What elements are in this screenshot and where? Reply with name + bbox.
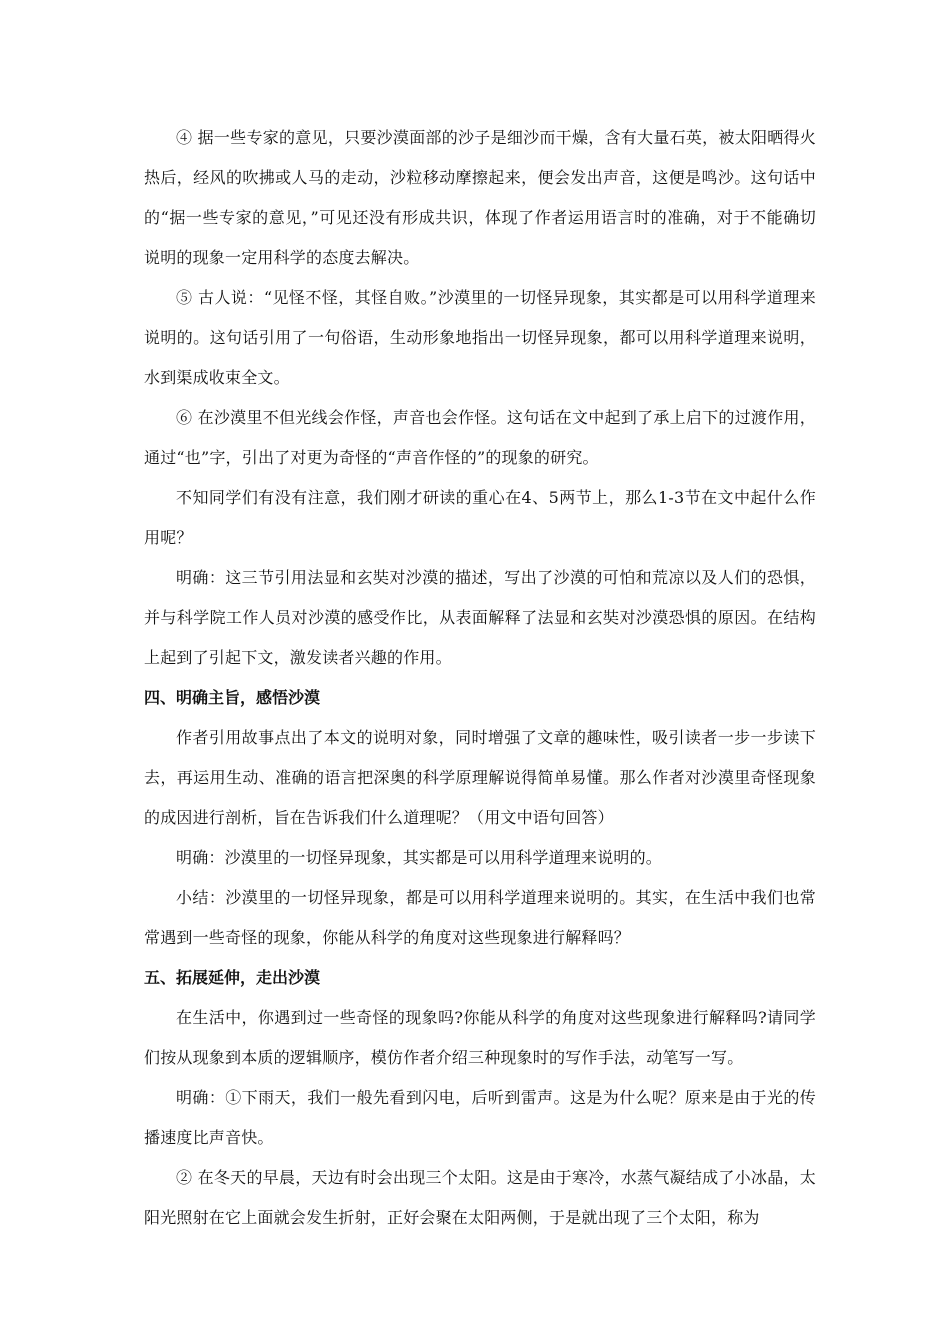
section-heading-four: 四、明确主旨，感悟沙漠 [144,688,321,707]
paragraph-item-5-analysis: ⑤ 古人说：“见怪不怪，其怪自败。”沙漠里的一切怪异现象，其实都是可以用科学道理来说明的。这句话引用了一句俗语，生动形象地指出一切怪异现象，都可以用科学道理来说明，水到渠成收束全文。 [144,288,816,387]
paragraph-question: 不知同学们有没有注意，我们刚才研读的重心在4、5两节上，那么1-3节在文中起什么作用呢？ [144,488,816,547]
paragraph-item-4-analysis: ④ 据一些专家的意见，只要沙漠面部的沙子是细沙而干燥，含有大量石英，被太阳晒得火热后，经风的吹拂或人马的走动，沙粒移动摩擦起来，便会发出声音，这便是鸣沙。这句话中的“据一些专家的意见，”可见还没有形成共识，体现了作者运用语言时的准确，对于不能确切说明的现象一定用科学的态度去解决。 [144,128,816,267]
paragraph-example-1: 明确：①下雨天，我们一般先看到闪电，后听到雷声。这是为什么呢？原来是由于光的传播速度比声音快。 [144,1088,816,1147]
section-heading-five: 五、拓展延伸，走出沙漠 [144,968,321,987]
paragraph-example-2: ② 在冬天的早晨，天边有时会出现三个太阳。这是由于寒冷，水蒸气凝结成了小冰晶，太阳光照射在它上面就会发生折射，正好会聚在太阳两侧，于是就出现了三个太阳，称为 [144,1168,816,1227]
document-body [144,118,816,1238]
paragraph-item-6-analysis: ⑥ 在沙漠里不但光线会作怪，声音也会作怪。这句话在文中起到了承上启下的过渡作用，通过“也”字，引出了对更为奇怪的“声音作怪的”的现象的研究。 [144,408,816,467]
paragraph-answer-main-idea: 明确：沙漠里的一切怪异现象，其实都是可以用科学道理来说明的。 [176,848,663,867]
paragraph-summary: 小结：沙漠里的一切怪异现象，都是可以用科学道理来说明的。其实，在生活中我们也常常遇到一些奇怪的现象，你能从科学的角度对这些现象进行解释吗？ [144,888,816,947]
paragraph-main-idea: 作者引用故事点出了本文的说明对象，同时增强了文章的趣味性，吸引读者一步一步读下去，再运用生动、准确的语言把深奥的科学原理解说得简单易懂。那么作者对沙漠里奇怪现象的成因进行剖析，旨在告诉我们什么道理呢？（用文中语句回答） [144,728,816,827]
paragraph-answer: 明确：这三节引用法显和玄奘对沙漠的描述，写出了沙漠的可怕和荒凉以及人们的恐惧，并与科学院工作人员对沙漠的感受作比，从表面解释了法显和玄奘对沙漠恐惧的原因。在结构上起到了引起下文，激发读者兴趣的作用。 [144,568,816,667]
paragraph-extension-task: 在生活中，你遇到过一些奇怪的现象吗?你能从科学的角度对这些现象进行解释吗?请同学们按从现象到本质的逻辑顺序，模仿作者介绍三种现象时的写作手法，动笔写一写。 [144,1008,816,1067]
